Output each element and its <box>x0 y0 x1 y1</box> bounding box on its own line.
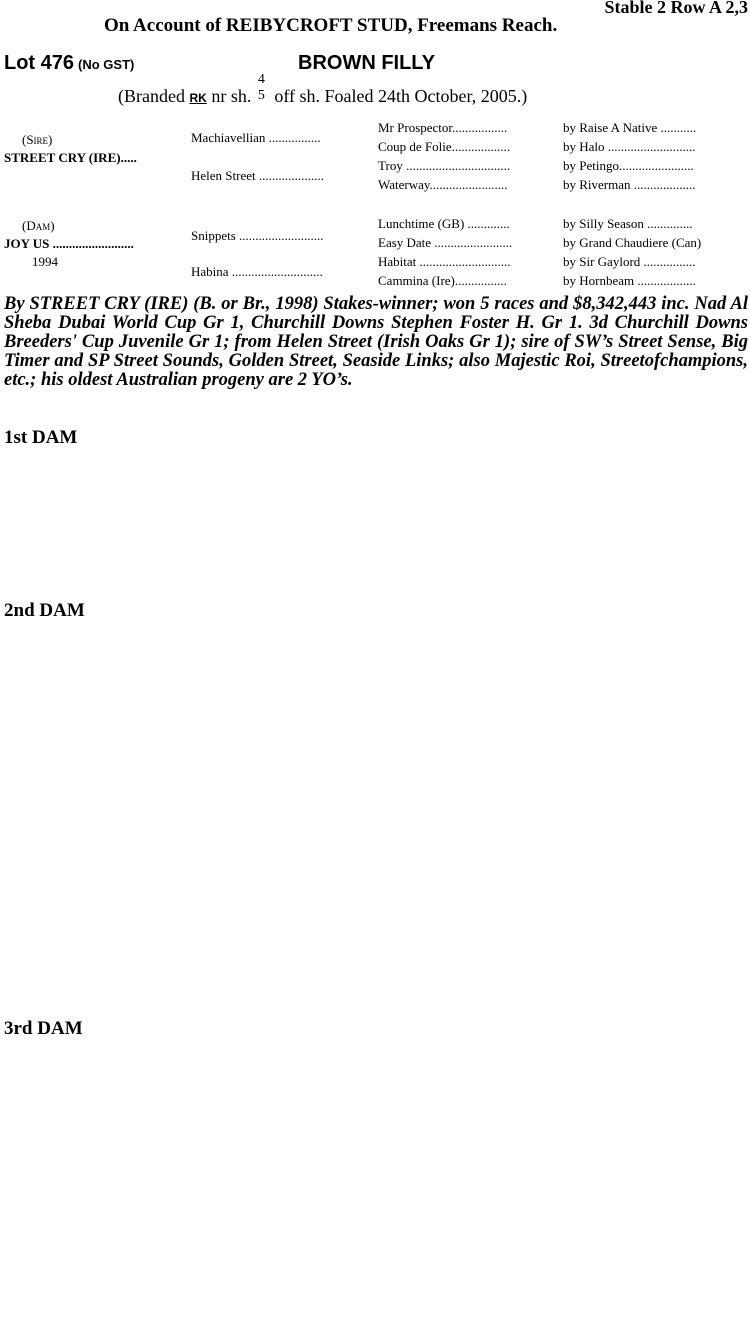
gen3-item: Habitat ............................ <box>378 254 511 269</box>
sire-summary: By STREET CRY (IRE) (B. or Br., 1998) Stakes-winner; won 5 races and $8,342,443 inc. Nad Al Sheba Dubai World Cup Gr 1, Churchill Downs Stephen Foster H. Gr 1. 3d Churchill Downs Breeders' Cup Juvenile Gr 1; from Helen Street (Irish Oaks Gr 1); sire of SW’s Street Sense, Big Timer and SP Street Sounds, Golden Street, Seaside Links; also Majestic Roi, Streetofchampions, etc.; his oldest Australian progeny are 2 YO’s. <box>4 294 748 390</box>
brand-mark: RK <box>189 91 207 105</box>
gen3-item: Coup de Folie.................. <box>378 139 511 154</box>
fraction-bottom: 5 <box>257 88 265 103</box>
gen4-item: by Grand Chaudiere (Can) <box>563 235 702 250</box>
fraction-top: 4 <box>257 72 265 87</box>
vendor-account: On Account of REIBYCROFT STUD, Freemans Reach. <box>104 15 558 36</box>
gen3-item: Waterway........................ <box>378 177 508 192</box>
gen3-item: Cammina (Ire)................ <box>378 273 507 288</box>
gen4-item: by Sir Gaylord ................ <box>563 254 696 269</box>
brand-line <box>118 72 528 107</box>
lot-heading <box>4 52 134 75</box>
section-heading-2nd-dam: 2nd DAM <box>4 600 85 621</box>
gen2-item: Helen Street .................... <box>191 168 324 183</box>
dam-label: (Dam) <box>22 218 55 233</box>
gst-note: (No GST) <box>78 57 135 72</box>
gen4-item: by Raise A Native ........... <box>563 120 697 135</box>
brand-prefix: (Branded <box>118 86 185 106</box>
brand-fraction <box>256 72 270 104</box>
sire-label: (Sire) <box>22 132 53 147</box>
lot-description: BROWN FILLY <box>298 52 436 74</box>
gen3-item: Troy ................................ <box>378 158 511 173</box>
gen4-item: by Riverman ................... <box>563 177 696 192</box>
gen3-item: Mr Prospector................. <box>378 120 508 135</box>
gen3-item: Lunchtime (GB) ............. <box>378 216 510 231</box>
section-heading-1st-dam: 1st DAM <box>4 427 78 448</box>
stable-location: Stable 2 Row A 2,3 <box>604 0 748 17</box>
sire-name: STREET CRY (IRE)..... <box>4 150 137 165</box>
gen4-item: by Petingo....................... <box>563 158 694 173</box>
dam-year: 1994 <box>32 254 58 269</box>
brand-suffix: off sh. Foaled 24th October, 2005.) <box>274 86 528 106</box>
gen3-item: Easy Date ........................ <box>378 235 513 250</box>
brand-mid: nr sh. <box>211 86 252 106</box>
gen2-item: Machiavellian ................ <box>191 130 321 145</box>
gen4-item: by Silly Season .............. <box>563 216 693 231</box>
gen4-item: by Hornbeam .................. <box>563 273 696 288</box>
gen2-item: Habina ............................ <box>191 264 323 279</box>
gen4-item: by Halo ........................... <box>563 139 696 154</box>
gen2-item: Snippets .......................... <box>191 228 324 243</box>
dam-name: JOY US ......................... <box>4 236 134 251</box>
section-heading-3rd-dam: 3rd DAM <box>4 1018 83 1039</box>
lot-number: Lot 476 <box>4 52 75 74</box>
